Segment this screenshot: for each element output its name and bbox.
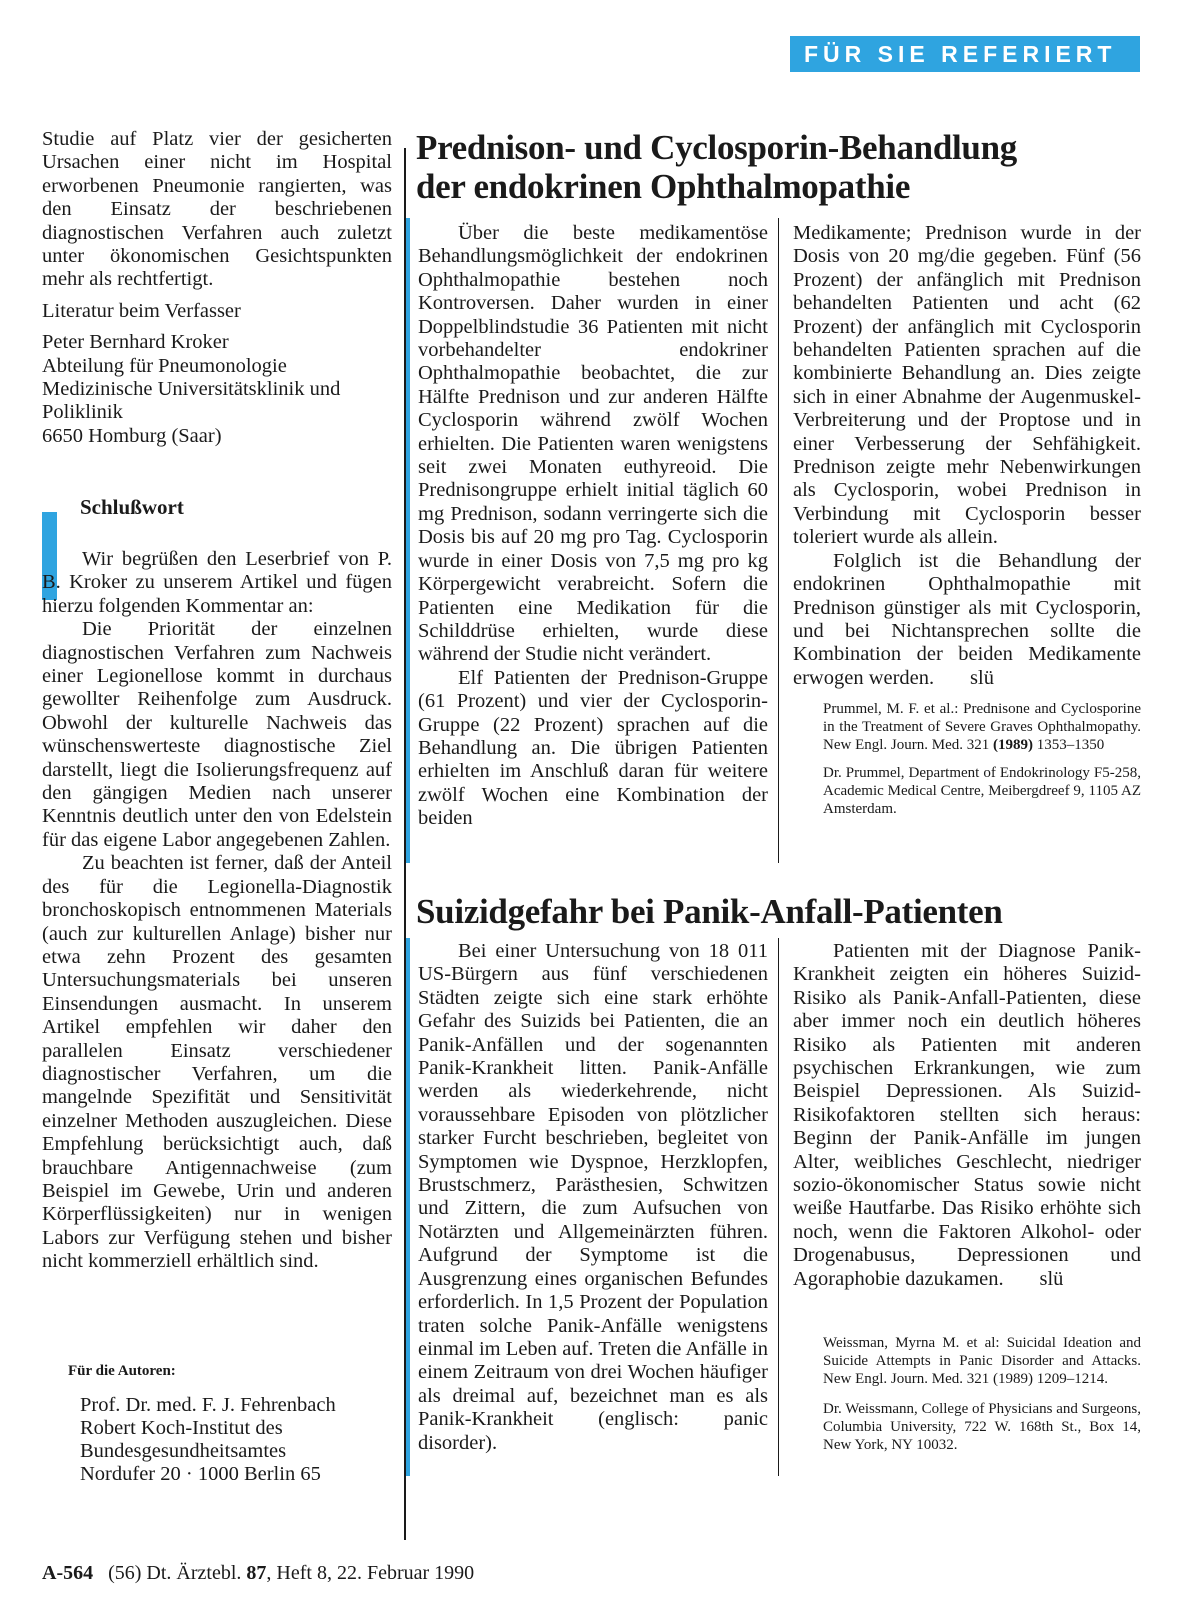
letter-paragraph: Studie auf Platz vier der gesicherten Ursachen einer nicht im Hospital erworbenen Pneumonie rangierten, was den Einsatz der beschriebenen diagnostischen Verfahren auch zuletzt unter ökonomischen Gesichtspunkten mehr als rechtfertigt. [42, 128, 392, 291]
article-paragraph: Über die beste medikamentöse Behandlungsmöglichkeit der endokrinen Ophthalmopathie bestehen noch Kontroversen. Daher wurden in einer Doppelblindstudie 36 Patienten mit nicht vorbehandelter endokriner Ophthalmopathie beobachtet, die zur Hälfte Prednison und zur anderen Hälfte Cyclosporin während zwölf Wochen erhielten. Die Patienten waren wenigstens seit zwei Monaten euthyreoid. Die Prednisongruppe erhielt initial täglich 60 mg Prednison, sodann verringerte sich die Dosis bis auf 20 mg pro Tag. Cyclosporin wurde in einer Dosis von 7,5 mg pro kg Körpergewicht verabreicht. Sofern die Patienten eine Medikation für die Schilddrüse erhielten, wurde diese während der Studie nicht verändert. [418, 222, 768, 666]
article-2-column-b [793, 940, 1141, 1291]
closing-column [42, 548, 392, 1274]
article-paragraph: Elf Patienten der Prednison-Gruppe (61 Prozent) und vier der Cyclosporin-Gruppe (22 Prozent) sprachen auf die Behandlung an. Die übrigen Patienten erhielten im Anschluß daran für weitere zwölf Wochen eine Kombination der beiden [418, 666, 768, 830]
article-2-accent-rule [406, 938, 410, 1476]
headline-line: Prednison- und Cyclosporin-Behandlung [416, 128, 1017, 167]
journal-volume: 87 [246, 1562, 267, 1584]
article-paragraph: Patienten mit der Diagnose Panik-Krankheit zeigten ein höheres Suizid-Risiko als Panik-Anfall-Patienten, diese aber immer noch ein deutlich höheres Risiko als Patienten mit anderen psychischen Erkrankungen, wie zum Beispiel Depressionen. Als Suizid-Risikofaktoren stellten sich heraus: Beginn der Panik-Anfälle im jungen Alter, weibliches Geschlecht, niedriger sozio-ökonomischer Status sowie nicht weiße Hautfarbe. Das Risiko erhöhte sich noch, wenn die Faktoren Alkohol- oder Drogenabusus, Depressionen und Agoraphobie dazukamen. slü [793, 940, 1141, 1290]
article-1-column-rule [778, 218, 779, 863]
article-2-references [823, 1334, 1141, 1454]
letter-column [42, 128, 392, 448]
reference-address: Dr. Prummel, Department of Endokrinology F5-258, Academic Medical Centre, Meibergdreef 9, 1105 AZ Amsterdam. [823, 765, 1141, 818]
reference-address: Dr. Weissmann, College of Physicians and Surgeons, Columbia University, 722 W. 168th St., Box 14, New York, NY 10032. [823, 1401, 1141, 1453]
reference: Weissman, Myrna M. et al: Suicidal Ideation and Suicide Attempts in Panic Disorder and Attacks. New Engl. Journ. Med. 321 (1989) 1209–1214. [823, 1335, 1141, 1387]
section-banner: FÜR SIE REFERIERT [790, 36, 1140, 72]
article-paragraph: Bei einer Untersuchung von 18 011 US-Bürgern aus fünf verschiedenen Städten zeigte sich eine stark erhöhte Gefahr des Suizids bei Patienten, die an Panik-Anfällen und der sogenannten Panik-Krankheit litten. Panik-Anfälle werden als wiederkehrende, nicht voraussehbare Episoden von plötzlicher starker Furcht beschrieben, begleitet von Symptomen wie Dyspnoe, Herzklopfen, Brustschmerz, Parästhesien, Schwitzen und Zittern, die zum Aufsuchen von Notärzten und Allgemeinärzten führen. Aufgrund der Symptome ist die Ausgrenzung eines organischen Befundes erforderlich. In 1,5 Prozent der Population traten solche Panik-Anfälle wenigstens einmal im Leben auf. Treten die Anfälle in einem Zeitraum von drei Wochen häufiger als dreimal auf, bezeichnet man es als Panik-Krankheit (englisch: panic disorder). [418, 940, 768, 1454]
authors-label: Für die Autoren: [68, 1363, 176, 1379]
closing-heading-wrap [80, 494, 392, 520]
closing-paragraph: Wir begrüßen den Leserbrief von P. B. Kroker zu unserem Artikel und fügen hierzu folgenden Kommentar an: [42, 548, 392, 617]
closing-paragraph: Zu beachten ist ferner, daß der Anteil des für die Legionella-Diagnostik bronchoskopisch entnommenen Materials (auch zur kulturellen Anlage) bisher nur etwa zehn Prozent des gesamten Untersuchungsmaterials bei unseren Einsendungen ausmacht. In unserem Artikel empfehlen wir daher den parallelen Einsatz verschiedener diagnostischer Verfahren, um die mangelnde Spezifität und Sensitivität einzelner Methoden auszugleichen. Diese Empfehlung berücksichtigt auch, daß brauchbare Antigennachweise (zum Beispiel im Gewebe, Urin und anderen Körperflüssigkeiten) nur in wenigen Labors zur Verfügung stehen und bisher nicht kommerziell erhältlich sind. [42, 852, 392, 1273]
article-paragraph: Medikamente; Prednison wurde in der Dosis von 20 mg/die gegeben. Fünf (56 Prozent) der anfänglich mit Prednison behandelten Patienten und acht (62 Prozent) der anfänglich mit Cyclosporin behandelten Patienten sprachen auf die kombinierte Behandlung an. Dies zeigte sich in einer Abnahme der Augenmuskel-Verbreiterung und der Proptose und in einer Verbesserung der Sehfähigkeit. Prednison zeigte mehr Nebenwirkungen als Cyclosporin, wobei Prednison in Verbindung mit Cyclosporin besser toleriert wurde als allein. [793, 222, 1141, 549]
page-number: A-564 [42, 1562, 94, 1584]
article-paragraph: Folglich ist die Behandlung der endokrinen Ophthalmopathie mit Prednison günstiger als mit Cyclosporin, und bei Nichtansprechen sollte die Kombination der beiden Medikamente erwogen werden. slü [793, 549, 1141, 689]
author-address: Peter Bernhard Kroker Abteilung für Pneumonologie Medizinische Universitätsklinik und Poliklinik 6650 Homburg (Saar) [42, 331, 341, 447]
article-1-accent-rule [406, 218, 410, 863]
authors-address: Prof. Dr. med. F. J. Fehrenbach Robert Koch-Institut des Bundesgesundheitsamtes Nordufer 20 · 1000 Berlin 65 [80, 1394, 336, 1485]
article-1-title [416, 128, 1141, 206]
article-2-column-rule [778, 938, 779, 1476]
journal-ref: (56) Dt. Ärztebl. [108, 1562, 247, 1584]
literature-note: Literatur beim Verfasser [42, 299, 241, 322]
article-1-column-a [418, 222, 768, 831]
closing-heading: Schlußwort [80, 495, 184, 519]
headline-line: Suizidgefahr bei Panik-Anfall-Patienten [416, 892, 1003, 931]
reference: Prummel, M. F. et al.: Prednisone and Cyclosporine in the Treatment of Severe Graves Ophthalmopathy. New Engl. Journ. Med. 321 (1989) 1353–1350 [823, 701, 1141, 754]
authors-block [68, 1362, 388, 1486]
author-sign: slü [1039, 1267, 1064, 1290]
author-sign: slü [970, 666, 994, 689]
closing-paragraph: Die Priorität der einzelnen diagnostischen Verfahren zum Nachweis einer Legionellose kommt in durchaus gewollter Reihenfolge zum Ausdruck. Obwohl der kulturelle Nachweis das wünschenswerteste diagnostische Ziel darstellt, liegt die Isolierungsfrequenz auf den gängigen Medien nach unserer Kenntnis deutlich unter den von Edelstein für das eigene Labor angegebenen Zahlen. [42, 618, 392, 851]
headline-line: der endokrinen Ophthalmopathie [416, 167, 911, 206]
page-footer [42, 1562, 474, 1585]
article-2-column-a [418, 940, 768, 1455]
article-2-title [416, 892, 1141, 931]
article-1-column-b [793, 222, 1141, 818]
journal-issue: , Heft 8, 22. Februar 1990 [266, 1562, 475, 1584]
